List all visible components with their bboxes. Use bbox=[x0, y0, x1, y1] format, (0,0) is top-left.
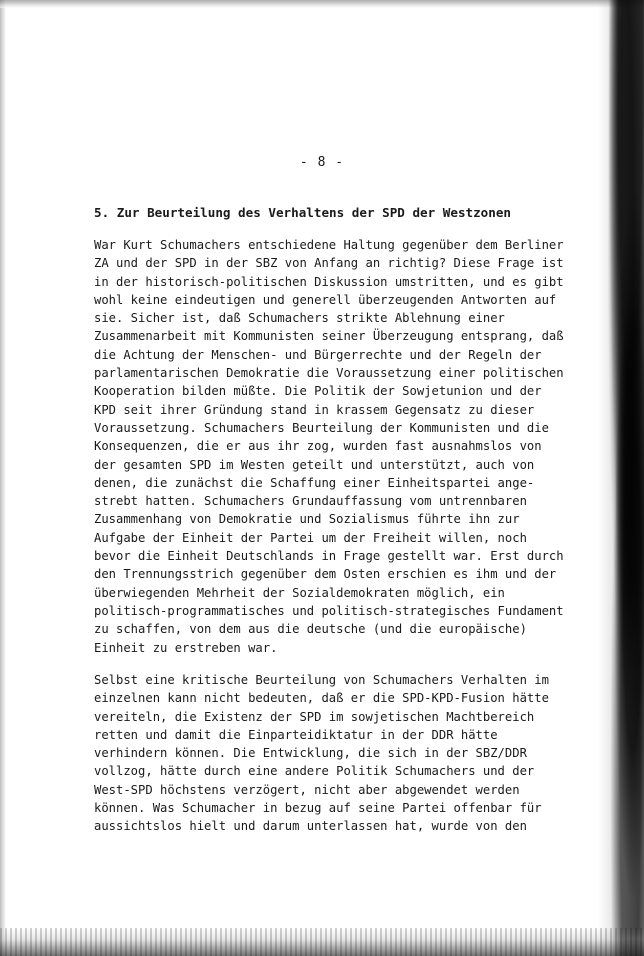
text-line: einzelnen kann nicht bedeuten, daß er die SPD-KPD-Fusion hätte bbox=[94, 691, 549, 706]
text-line: Voraussetzung. Schumachers Beurteilung der Kommunisten und die bbox=[94, 420, 549, 435]
text-line: KPD seit ihrer Gründung stand in krassem Gegensatz zu dieser bbox=[94, 402, 535, 417]
text-line: wohl keine eindeutigen und generell überzeugenden Antworten auf bbox=[94, 292, 557, 307]
section-heading: 5. Zur Beurteilung des Verhaltens der SPD der Westzonen bbox=[94, 205, 512, 220]
text-line: denen, die zunächst die Schaffung einer Einheitspartei ange- bbox=[94, 475, 535, 490]
text-line: parlamentarischen Demokratie die Voraussetzung einer politischen bbox=[94, 366, 564, 381]
text-line: ZA und der SPD in der SBZ von Anfang an richtig? Diese Frage ist bbox=[94, 256, 564, 271]
text-line: zu schaffen, von dem aus die deutsche (und die europäische) bbox=[94, 622, 527, 637]
scan-left-edge bbox=[0, 0, 6, 956]
text-line: sie. Sicher ist, daß Schumachers strikte Ablehnung einer bbox=[94, 311, 505, 326]
scan-right-edge bbox=[598, 0, 644, 956]
text-line: bevor die Einheit Deutschlands in Frage gestellt war. Erst durch bbox=[94, 549, 564, 564]
text-line: strebt hatten. Schumachers Grundauffassung vom untrennbaren bbox=[94, 494, 527, 509]
text-line: in der historisch-politischen Diskussion umstritten, und es gibt bbox=[94, 274, 564, 289]
scan-top-edge bbox=[0, 0, 644, 8]
text-line: West-SPD höchstens verzögert, nicht aber abgewendet werden bbox=[94, 782, 520, 797]
text-line: überwiegenden Mehrheit der Sozialdemokraten möglich, ein bbox=[94, 585, 505, 600]
text-line: vollzog, hätte durch eine andere Politik Schumachers und der bbox=[94, 764, 535, 779]
text-line: Zusammenhang von Demokratie und Sozialismus führte ihn zur bbox=[94, 512, 520, 527]
text-line: politisch-programmatisches und politisch-strategisches Fundament bbox=[94, 603, 564, 618]
text-line: können. Was Schumacher in bezug auf seine Partei offenbar für bbox=[94, 801, 542, 816]
paragraph-2 bbox=[94, 671, 564, 836]
text-line: verhindern können. Die Entwicklung, die sich in der SBZ/DDR bbox=[94, 746, 527, 761]
text-line: Zusammenarbeit mit Kommunisten seiner Überzeugung entsprang, daß bbox=[94, 329, 564, 344]
text-line: vereiteln, die Existenz der SPD im sowjetischen Machtbereich bbox=[94, 709, 535, 724]
text-line: War Kurt Schumachers entschiedene Haltung gegenüber dem Berliner bbox=[94, 238, 564, 252]
text-line: die Achtung der Menschen- und Bürgerrechte und der Regeln der bbox=[94, 347, 542, 362]
text-line: Konsequenzen, die er aus ihr zog, wurden fast ausnahmslos von bbox=[94, 439, 542, 454]
text-line: der gesamten SPD im Westen geteilt und unterstützt, auch von bbox=[94, 457, 535, 472]
text-line: aussichtslos hielt und darum unterlassen hat, wurde von den bbox=[94, 819, 527, 834]
text-line: retten und damit die Einparteidiktatur in der DDR hätte bbox=[94, 727, 498, 742]
text-line: Einheit zu erstreben war. bbox=[94, 640, 278, 655]
page-number: - 8 - bbox=[299, 155, 345, 170]
text-line: Selbst eine kritische Beurteilung von Schumachers Verhalten im bbox=[94, 673, 549, 687]
text-line: den Trennungsstrich gegenüber dem Osten erschien es ihm und der bbox=[94, 567, 557, 582]
text-line: Aufgabe der Einheit der Partei um der Freiheit willen, noch bbox=[94, 530, 527, 545]
text-line: Kooperation bilden müßte. Die Politik der Sowjetunion und der bbox=[94, 384, 542, 399]
scan-bottom-edge bbox=[0, 928, 644, 956]
paragraph-1 bbox=[94, 236, 564, 657]
